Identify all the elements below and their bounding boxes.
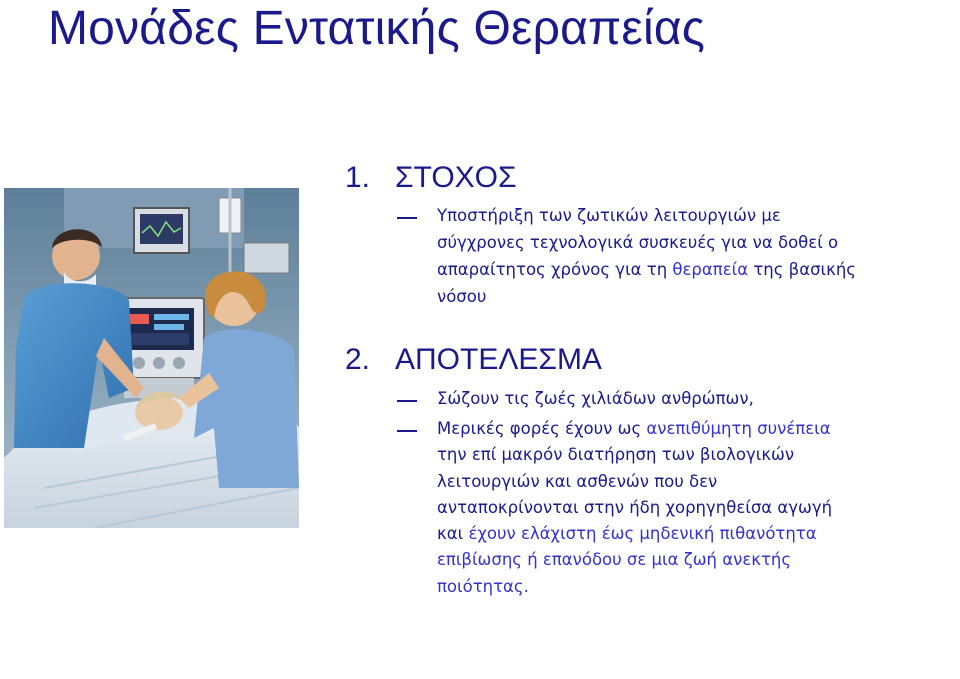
text-highlight: ανεπιθύμητη συνέπεια [646,419,831,438]
section-number: 2. [345,343,371,376]
text-line [437,229,937,256]
section-title: ΑΠΟΤΕΛΕΣΜΑ [395,343,602,376]
text-line: Σώζουν τις ζωές χιλιάδων ανθρώπων, [437,389,754,408]
section-number: 1. [345,161,371,194]
text-run: Υποστήριξη των ζωτικών λειτουργιών [437,206,757,225]
text-highlight: ποιότητας. [437,576,529,596]
text-line [437,416,937,442]
text-run: ανταποκρίνονται στην ήδη χορηγηθείσα αγωγή [437,497,833,517]
icu-photo-illustration [4,188,299,528]
section-heading-stochos [345,160,517,196]
text-line [437,547,937,573]
text-highlight: επιβίωσης ή επανόδου σε μια ζωή ανεκτής [437,550,792,570]
text-run: απαραίτητος χρόνος για τη [437,260,673,279]
text-run: λειτουργιών και ασθενών που δεν [437,471,718,491]
text-line [437,495,937,521]
bullet-dash [397,400,417,402]
text-run: της βασικής [748,260,856,279]
bullet-text-lives [437,386,937,413]
bullet-text-side-effect [437,416,937,600]
bullet-text-support [437,202,937,310]
text-highlight: έχουν ελάχιστη έως μηδενική πιθανότητα [468,524,817,544]
text-line [437,469,937,495]
text-line [437,574,937,600]
section-title: ΣΤΟΧΟΣ [395,161,517,194]
text-line [437,283,937,310]
text-highlight: θεραπεία [672,260,749,279]
text-line [437,202,937,229]
bullet-dash [397,217,417,219]
text-run: την επί μακρόν διατήρηση των βιολογικών [437,445,795,465]
text-run: νόσου [437,287,487,306]
section-heading-apotelesma [345,342,602,378]
text-run: σύγχρονες τεχνολογικά συσκευές για να δοθεί ο [437,233,839,252]
bullet-dash [397,430,417,432]
slide-title: Μονάδες Εντατικής Θεραπείας [48,2,706,55]
text-run: με [756,206,781,225]
text-run: Μερικές φορές έχουν ως [437,419,647,438]
text-line [437,521,937,547]
text-line [437,442,937,468]
text-run: και [437,524,469,544]
icu-photo [4,188,299,528]
text-line [437,256,937,283]
